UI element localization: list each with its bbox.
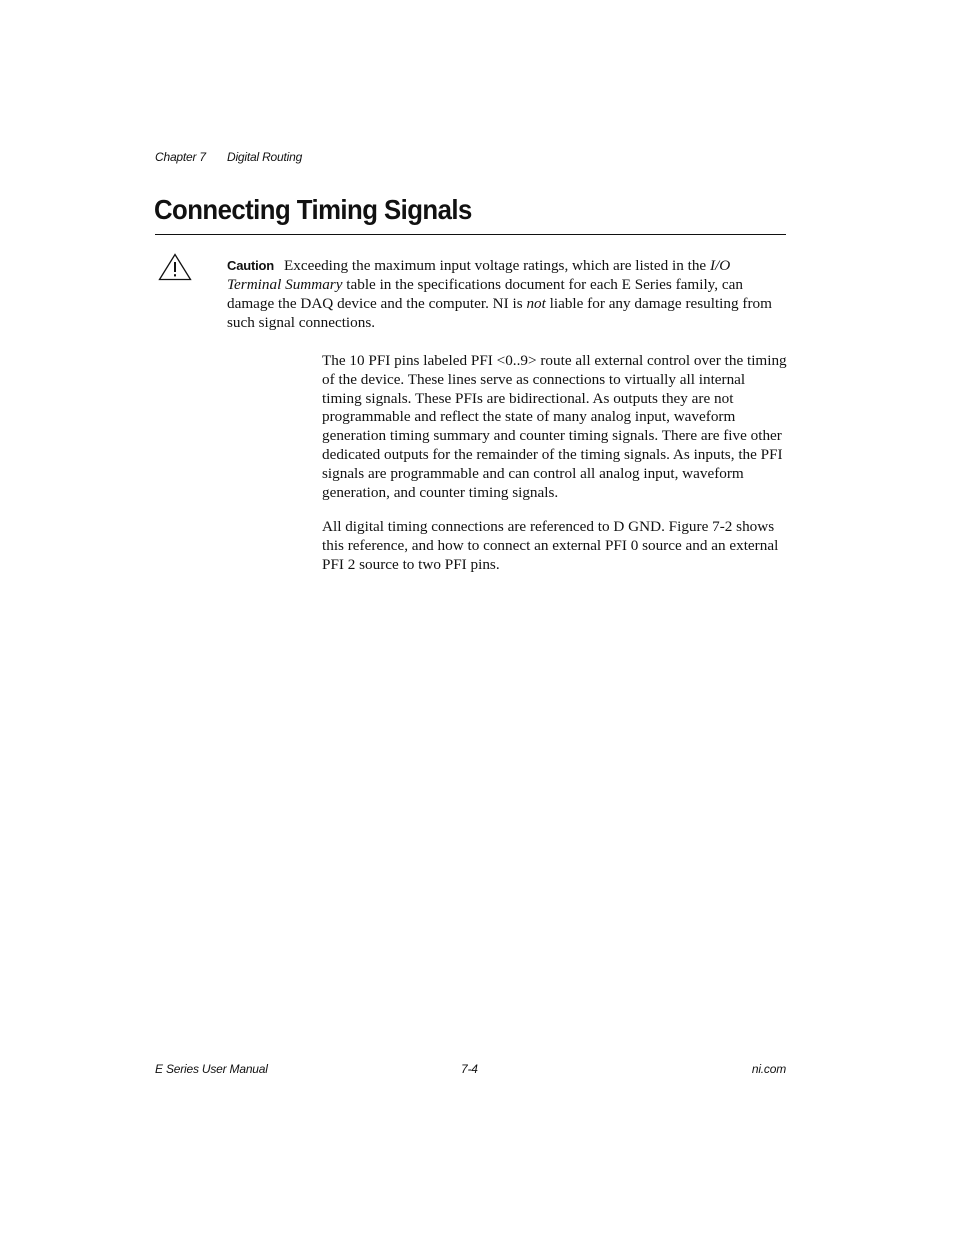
page-heading: Connecting Timing Signals [154,194,472,225]
caution-text-2: table in the specifications document for each E Series family, can damage the DAQ device and the computer. NI is [227,276,743,312]
heading-rule [155,234,786,235]
page-footer [155,1062,786,1078]
caution-emphasis: not [526,295,546,312]
section-title: Digital Routing [227,150,303,164]
page-number: 7-4 [461,1062,478,1076]
body-paragraph: The 10 PFI pins labeled PFI <0..9> route all external control over the timing of the device. These lines serve as connections to virtually all internal timing signals. These PFIs are bidirectional. As outputs they are not programmable and reflect the state of many analog input, waveform generation timing summary and counter timing signals. There are five other dedicated outputs for the remainder of the timing signals. As inputs, the PFI signals are programmable and can control all analog input, waveform generation, and counter timing signals. [322,352,787,501]
running-header [155,150,303,164]
body-paragraph: All digital timing connections are referenced to D GND. Figure 7-2 shows this reference, and how to connect an external PFI 0 source and an external PFI 2 source to two PFI pins. [322,518,779,573]
caution-text-3: liable for any damage resulting from such signal connections. [227,295,772,331]
manual-title: E Series User Manual [155,1062,268,1076]
warning-triangle-icon [158,253,192,281]
chapter-label: Chapter 7 [155,150,206,164]
caution-note [227,256,787,332]
website-link: ni.com [751,1062,786,1076]
caution-doc-title: I/O Terminal Summary [227,257,731,293]
caution-label: Caution [227,258,274,273]
caution-text-1: Exceeding the maximum input voltage ratings, which are listed in the [283,257,710,274]
